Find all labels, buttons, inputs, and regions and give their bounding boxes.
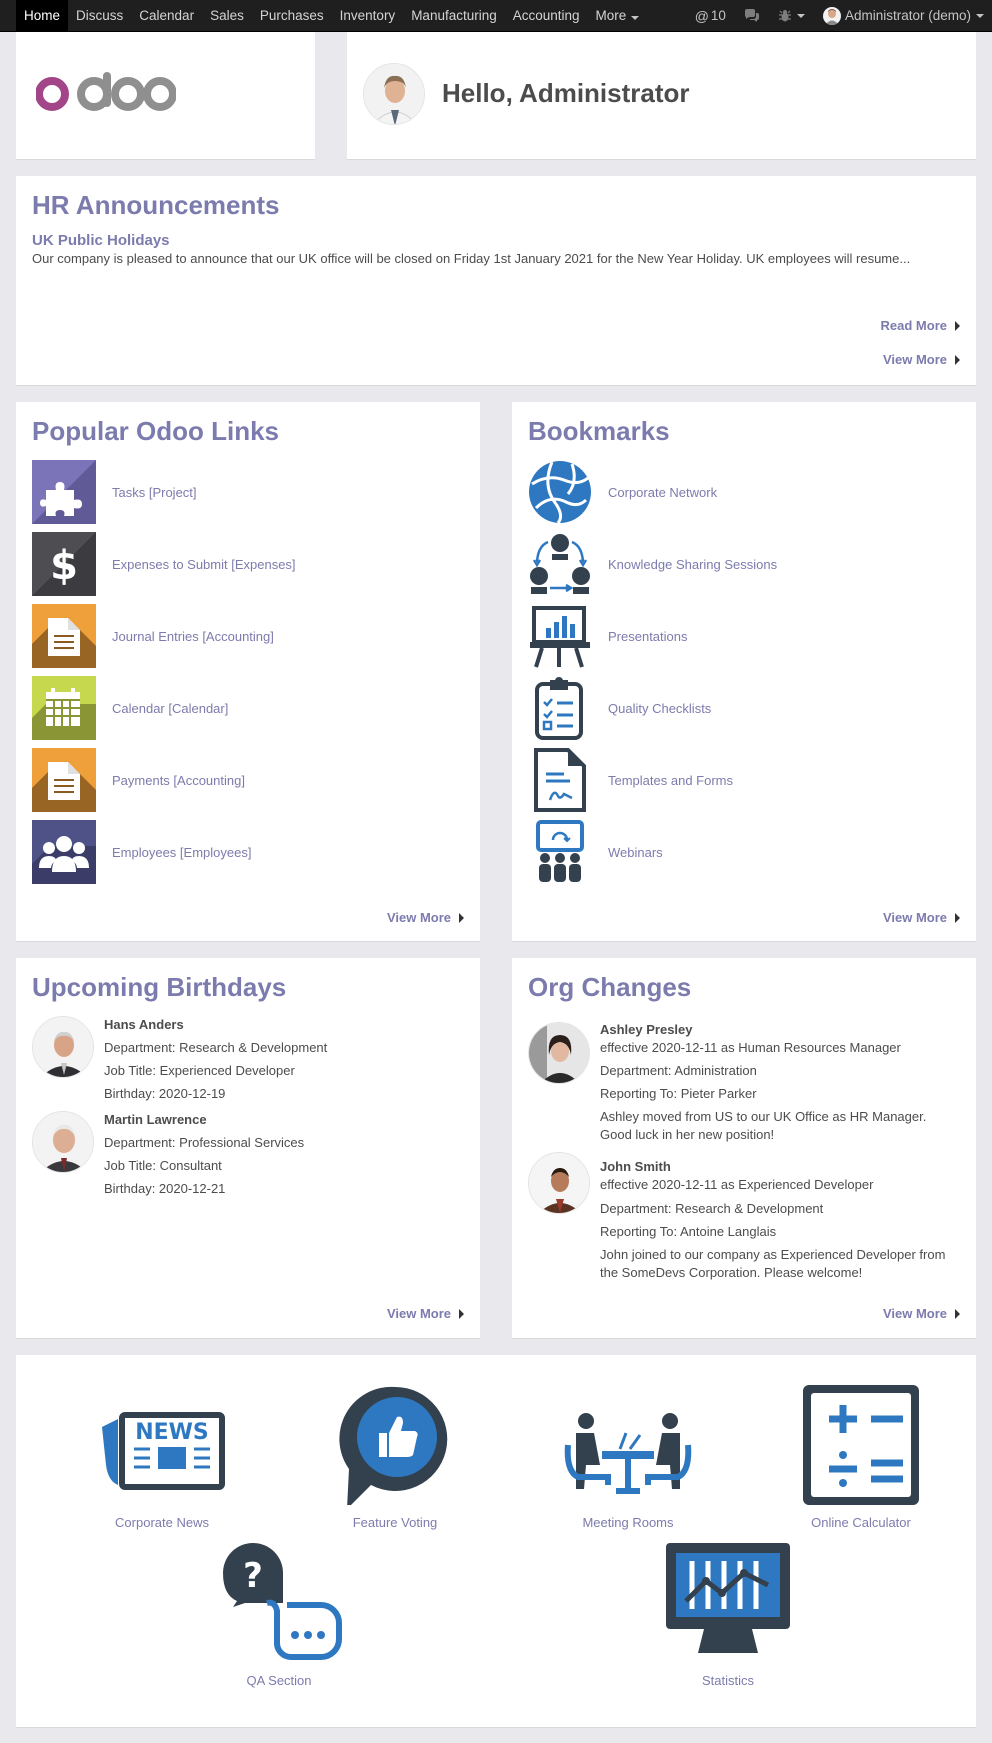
change-note: the SomeDevs Corporation. Please welcome! xyxy=(600,1265,863,1280)
employee-photo xyxy=(528,1152,590,1214)
popular-link-label: Journal Entries [Accounting] xyxy=(112,628,274,644)
org-changes-title: Org Changes xyxy=(528,972,692,1002)
bookmark-label: Corporate Network xyxy=(608,484,718,500)
puzzle-icon xyxy=(32,460,96,524)
signed-document-icon xyxy=(528,748,592,812)
user-avatar xyxy=(823,7,841,25)
systray xyxy=(677,0,984,31)
employee-birthday: Birthday: 2020-12-21 xyxy=(104,1181,226,1196)
bookmarks-title: Bookmarks xyxy=(528,416,670,446)
people-icon xyxy=(32,820,96,884)
greeting-text: Hello, Administrator xyxy=(442,78,690,108)
bookmarks-card xyxy=(512,402,976,942)
menu-inventory[interactable]: Inventory xyxy=(339,8,396,23)
employee-birthday: Birthday: 2020-12-19 xyxy=(104,1086,226,1101)
globe-icon xyxy=(528,460,592,524)
bookmark-item[interactable] xyxy=(528,604,688,668)
knowledge-sharing-icon xyxy=(528,532,592,596)
view-more-label: View More xyxy=(386,910,451,925)
popular-link-label: Calendar [Calendar] xyxy=(112,700,229,716)
messaging-button[interactable] xyxy=(744,9,760,23)
menu-home[interactable]: Home xyxy=(16,0,68,31)
change-note: John joined to our company as Experienced Developer from xyxy=(600,1247,946,1262)
menu-more-label: More xyxy=(595,8,627,23)
caret-right-icon xyxy=(955,321,960,331)
popular-link-item[interactable] xyxy=(32,532,296,596)
menu-manufacturing[interactable]: Manufacturing xyxy=(411,8,497,23)
newspaper-icon xyxy=(98,1385,226,1505)
employee-job-title: Job Title: Experienced Developer xyxy=(104,1063,295,1078)
employee-name: Martin Lawrence xyxy=(104,1112,207,1127)
change-note: Ashley moved from US to our UK Office as HR Manager. xyxy=(600,1109,927,1124)
app-label: Meeting Rooms xyxy=(582,1515,674,1530)
mentions-button[interactable] xyxy=(695,8,726,24)
popular-link-item[interactable] xyxy=(32,748,245,812)
employee-name: Hans Anders xyxy=(104,1017,184,1032)
birthdays-card xyxy=(16,958,480,1339)
question-mark-glyph: ? xyxy=(243,1556,263,1596)
mentions-count: 10 xyxy=(710,8,726,23)
presentation-board-icon xyxy=(528,604,592,668)
bookmark-label: Templates and Forms xyxy=(608,772,733,788)
app-label: Feature Voting xyxy=(352,1515,438,1530)
hr-announcements-title: HR Announcements xyxy=(32,190,280,220)
employee-reporting-to: Reporting To: Antoine Langlais xyxy=(600,1224,777,1239)
debug-menu-button[interactable] xyxy=(778,9,805,23)
app-feature-voting[interactable] xyxy=(305,1385,485,1530)
user-name: Administrator (demo) xyxy=(844,8,971,23)
announcements-view-more-link[interactable] xyxy=(883,352,960,367)
bookmark-item[interactable] xyxy=(528,460,717,524)
employee-photo xyxy=(528,1022,590,1084)
bookmark-item[interactable] xyxy=(528,676,711,740)
chevron-down-icon xyxy=(797,14,805,18)
thumbs-up-bubble-icon xyxy=(331,1385,459,1505)
popular-link-label: Expenses to Submit [Expenses] xyxy=(112,556,296,572)
employee-reporting-to: Reporting To: Pieter Parker xyxy=(600,1086,757,1101)
announcement-body: Our company is pleased to announce that our UK office will be closed on Friday 1st January 2021 for the New Year Holiday. UK employees will resume... xyxy=(32,251,911,266)
menu-accounting[interactable]: Accounting xyxy=(512,8,580,23)
employee-department: Department: Research & Development xyxy=(104,1040,328,1055)
app-label: Online Calculator xyxy=(811,1515,911,1530)
bookmark-label: Quality Checklists xyxy=(608,700,712,716)
popular-link-label: Employees [Employees] xyxy=(112,844,252,860)
app-statistics[interactable] xyxy=(638,1543,818,1688)
app-label: Corporate News xyxy=(115,1515,209,1530)
bookmark-item[interactable] xyxy=(528,820,663,884)
bookmark-label: Webinars xyxy=(608,844,663,860)
caret-right-icon xyxy=(459,913,464,923)
menu-purchases[interactable]: Purchases xyxy=(259,8,324,23)
chevron-down-icon xyxy=(976,14,984,18)
employee-photo xyxy=(32,1111,94,1173)
at-sign-icon: @ xyxy=(694,7,709,24)
bookmark-label: Knowledge Sharing Sessions xyxy=(608,556,778,572)
menu-calendar[interactable]: Calendar xyxy=(139,8,195,23)
popular-links-title: Popular Odoo Links xyxy=(32,416,280,446)
view-more-label: View More xyxy=(882,910,947,925)
app-online-calculator[interactable] xyxy=(771,1385,951,1530)
popular-link-item[interactable] xyxy=(32,820,251,884)
menu-more[interactable] xyxy=(588,0,648,31)
calendar-icon xyxy=(32,676,96,740)
org-changes-view-more-link[interactable] xyxy=(883,1306,960,1321)
chevron-down-icon xyxy=(631,16,639,20)
top-navbar xyxy=(0,0,992,32)
app-corporate-news[interactable] xyxy=(72,1385,252,1530)
caret-right-icon xyxy=(955,1309,960,1319)
org-changes-card xyxy=(512,958,976,1339)
question-chat-icon xyxy=(215,1543,343,1663)
greeting-card xyxy=(347,32,976,160)
popular-link-item[interactable] xyxy=(32,604,274,668)
svg-text:$: $ xyxy=(50,543,78,589)
logo-card xyxy=(16,32,315,160)
read-more-link[interactable] xyxy=(881,318,960,333)
menu-discuss[interactable]: Discuss xyxy=(76,8,124,23)
user-menu-button[interactable] xyxy=(823,7,984,25)
bookmark-item[interactable] xyxy=(528,748,733,812)
employee-photo xyxy=(32,1016,94,1078)
read-more-label: Read More xyxy=(880,318,947,333)
popular-link-label: Payments [Accounting] xyxy=(112,772,245,788)
popular-link-item[interactable] xyxy=(32,460,197,524)
webinar-icon xyxy=(528,820,592,884)
statistics-monitor-icon xyxy=(664,1543,792,1663)
caret-right-icon xyxy=(955,355,960,365)
view-more-label: View More xyxy=(882,352,947,367)
change-effective: effective 2020-12-11 as Human Resources Manager xyxy=(600,1040,901,1055)
popular-links-view-more-link[interactable] xyxy=(387,910,464,925)
change-effective: effective 2020-12-11 as Experienced Developer xyxy=(600,1177,874,1192)
caret-right-icon xyxy=(459,1309,464,1319)
birthdays-title: Upcoming Birthdays xyxy=(32,972,287,1002)
employee-name: John Smith xyxy=(600,1159,671,1174)
bookmark-item[interactable] xyxy=(528,532,777,596)
apps-card xyxy=(16,1355,976,1728)
employee-department: Department: Research & Development xyxy=(600,1201,824,1216)
caret-right-icon xyxy=(955,913,960,923)
news-badge-text: NEWS xyxy=(135,1420,209,1445)
document-icon xyxy=(32,604,96,668)
bug-icon xyxy=(778,9,792,23)
popular-links-card xyxy=(16,402,480,942)
meeting-room-icon xyxy=(564,1385,692,1505)
calculator-icon xyxy=(797,1385,925,1505)
app-qa-section[interactable] xyxy=(189,1543,369,1688)
change-note: Good luck in her new position! xyxy=(600,1127,775,1142)
popular-link-label: Tasks [Project] xyxy=(112,484,197,500)
menu-sales[interactable]: Sales xyxy=(210,8,244,23)
announcement-title[interactable]: UK Public Holidays xyxy=(32,232,170,249)
employee-department: Department: Administration xyxy=(600,1063,757,1078)
document-icon xyxy=(32,748,96,812)
chat-bubbles-icon xyxy=(744,9,760,23)
popular-link-item[interactable] xyxy=(32,676,228,740)
birthdays-view-more-link[interactable] xyxy=(387,1306,464,1321)
dollar-icon xyxy=(32,532,96,596)
admin-avatar xyxy=(363,63,425,125)
bookmarks-view-more-link[interactable] xyxy=(883,910,960,925)
view-more-label: View More xyxy=(386,1306,451,1321)
main-menu xyxy=(16,0,647,31)
employee-department: Department: Professional Services xyxy=(104,1135,305,1150)
hr-announcements-card xyxy=(16,176,976,386)
app-label: QA Section xyxy=(246,1673,312,1688)
app-meeting-rooms[interactable] xyxy=(538,1385,718,1530)
bookmark-label: Presentations xyxy=(608,628,688,644)
app-label: Statistics xyxy=(701,1673,754,1688)
company-logo xyxy=(36,70,176,119)
view-more-label: View More xyxy=(882,1306,947,1321)
employee-name: Ashley Presley xyxy=(600,1022,693,1037)
employee-job-title: Job Title: Consultant xyxy=(104,1158,222,1173)
clipboard-checklist-icon xyxy=(528,676,592,740)
